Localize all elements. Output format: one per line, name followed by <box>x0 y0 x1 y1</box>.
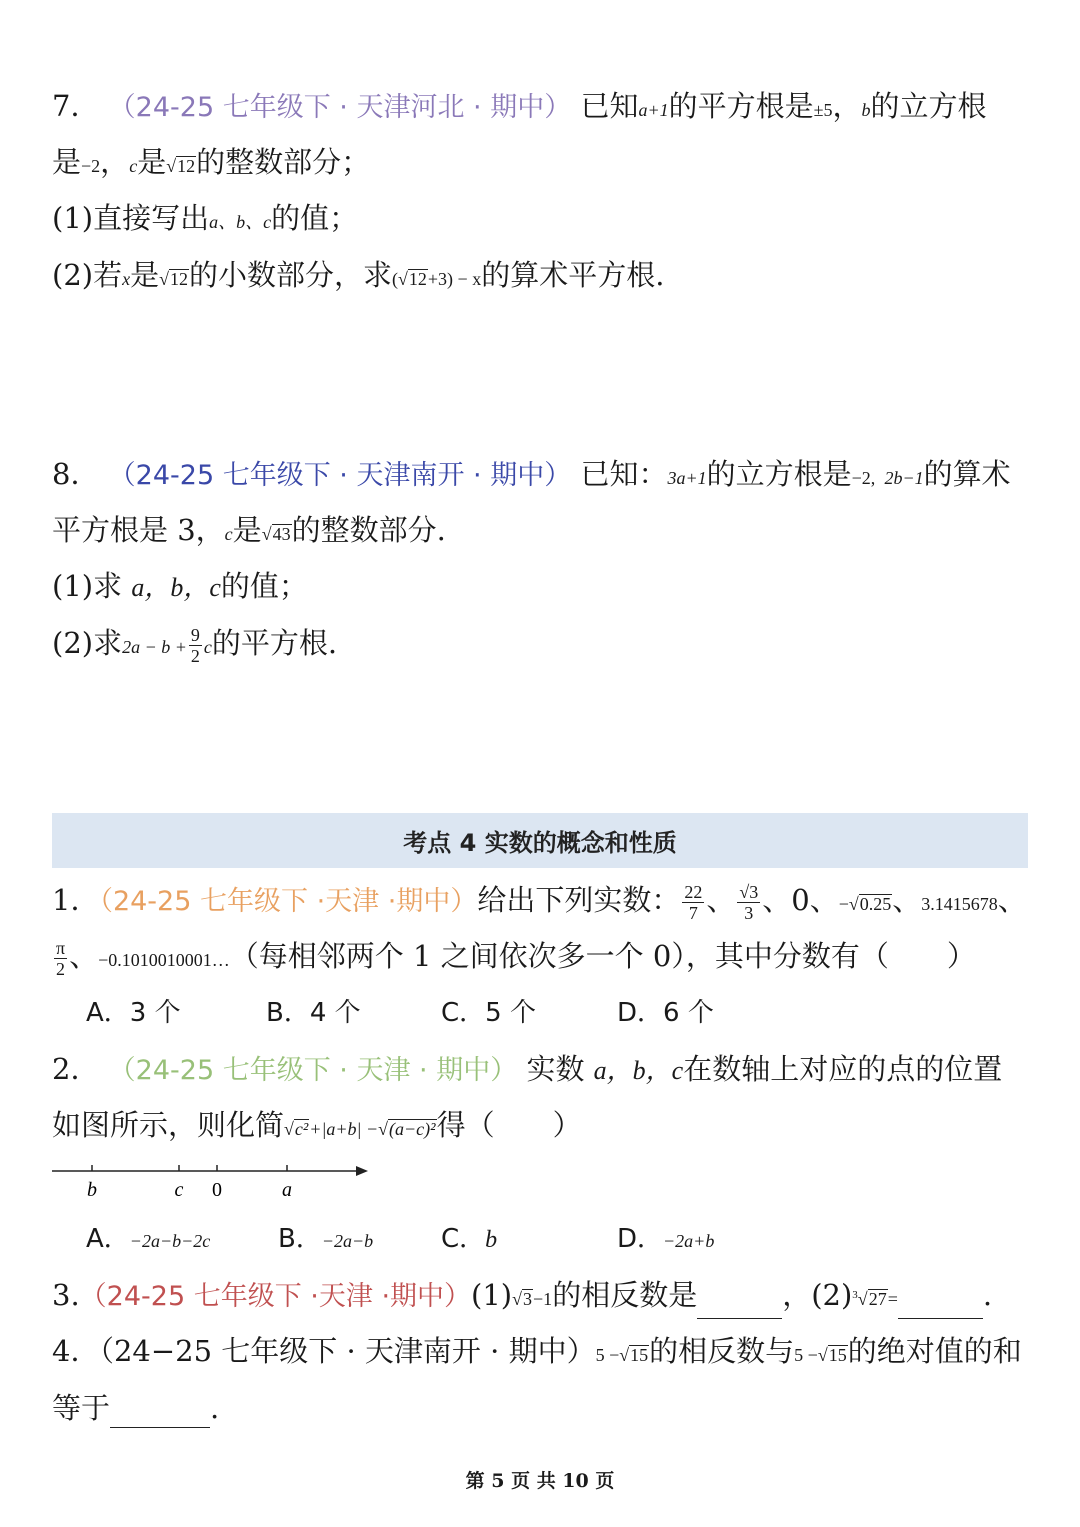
text: ， <box>100 145 130 179</box>
math-expr: ±5 <box>813 100 833 120</box>
math-expr: 2a − b + <box>122 637 187 657</box>
sqrt-expr: √12 <box>166 156 196 176</box>
sqrt-expr: √15 <box>817 1345 847 1365</box>
axis-label-a: a <box>282 1179 292 1201</box>
s1-option-d[interactable]: D．6 个 <box>617 998 714 1028</box>
text: (1)求 <box>52 569 123 603</box>
numerator: 22 <box>684 881 703 902</box>
math-var: x <box>122 269 131 289</box>
text: 已知 <box>580 89 639 123</box>
s2-option-d[interactable] <box>617 1222 714 1258</box>
text: 的整数部分； <box>196 145 371 179</box>
text: 的相反数是 <box>552 1278 698 1312</box>
text: 等于 <box>52 1391 111 1425</box>
axis-label-c: c <box>174 1179 184 1201</box>
answer-blank[interactable] <box>110 1399 210 1428</box>
question-number: 2． <box>52 1052 100 1086</box>
radicand: 27 <box>868 1289 887 1309</box>
s4-line-2 <box>52 1388 219 1428</box>
radicand: c² <box>294 1119 309 1139</box>
text: 已知： <box>580 457 668 491</box>
q8-line-2 <box>52 510 446 554</box>
text: 在数轴上对应的点的位置 <box>683 1052 1003 1086</box>
separator: 、 <box>892 883 922 917</box>
fraction <box>737 882 760 923</box>
text: 的算术 <box>923 457 1011 491</box>
sqrt-expr: √15 <box>619 1345 649 1365</box>
q8-part-2 <box>52 623 337 667</box>
radicand: 12 <box>177 156 196 176</box>
text: 的小数部分，求 <box>189 258 393 292</box>
option-label: D． <box>617 1224 664 1254</box>
text: 的整数部分. <box>291 513 446 547</box>
q7-line-2 <box>52 142 370 186</box>
s2-line-2 <box>52 1105 582 1149</box>
math-vars: a，b，c <box>593 1056 684 1085</box>
number-line <box>52 1158 382 1208</box>
numerator: √3 <box>739 881 759 902</box>
separator: 、 <box>809 883 839 917</box>
separator: 、 <box>762 883 792 917</box>
sqrt-expr: √12 <box>159 269 188 289</box>
math-expr: −2, <box>851 468 876 488</box>
text: 的值； <box>220 569 308 603</box>
fraction <box>189 625 202 666</box>
math-expr: 5 − <box>794 1345 818 1365</box>
q7-part-1 <box>52 198 358 242</box>
sqrt-expr: √43 <box>261 524 291 544</box>
text: ，(2) <box>782 1278 853 1312</box>
text: 的立方根是 <box>706 457 852 491</box>
question-source: （24-25 七年级下 ·天津 ·期中） <box>79 1281 472 1312</box>
math-expr: 3.1415678 <box>921 894 998 914</box>
math-expr: −0.1010010001… <box>98 950 230 970</box>
numerator: 9 <box>190 624 200 645</box>
text: 的立方根 <box>870 89 987 123</box>
sqrt-expr: √c² <box>284 1119 309 1139</box>
option-value: −2a+b <box>663 1231 715 1251</box>
option-label: C． <box>441 1224 486 1254</box>
math-expr: 5 − <box>595 1345 620 1365</box>
text: 平方根是 3， <box>52 513 225 547</box>
sqrt-expr: √0.25 <box>848 894 892 914</box>
radicand: 12 <box>170 269 188 289</box>
s3-line <box>52 1275 992 1319</box>
text: 如图所示，则化简 <box>52 1108 285 1142</box>
s1-option-a[interactable]: A．3 个 <box>86 998 181 1028</box>
text: (1)直接写出 <box>52 201 210 235</box>
math-expr: ( <box>392 269 399 289</box>
radicand: 15 <box>828 1345 847 1365</box>
math-expr: −2 <box>81 156 101 176</box>
math-vars: a、b、c <box>209 212 272 232</box>
text: 是 <box>52 145 82 179</box>
q8-part-1 <box>52 566 308 608</box>
radicand: 43 <box>272 524 291 544</box>
page-number: 第 5 页 共 10 页 <box>465 1470 615 1492</box>
separator: 、 <box>69 939 99 973</box>
number: 0 <box>791 883 810 917</box>
q7-line-1 <box>52 86 987 130</box>
denominator: 3 <box>744 902 754 923</box>
section-header <box>52 813 1028 868</box>
radicand: 12 <box>408 269 427 289</box>
text: (2)若 <box>52 258 123 292</box>
s1-line-2 <box>52 936 976 980</box>
text: 的平方根是 <box>668 89 814 123</box>
text: 是 <box>137 145 167 179</box>
s2-line-1 <box>52 1049 1002 1091</box>
denominator: 2 <box>56 958 66 979</box>
s1-option-c[interactable]: C．5 个 <box>441 998 536 1028</box>
option-value: b <box>485 1227 498 1253</box>
axis-label-b: b <box>87 1179 97 1201</box>
page-footer <box>0 1466 1080 1493</box>
s1-option-b[interactable]: B．4 个 <box>266 998 361 1028</box>
math-expr: +|a+b| − <box>309 1119 379 1139</box>
math-expr: −1 <box>533 1289 553 1309</box>
math-vars: a，b，c <box>131 573 221 602</box>
separator: 、 <box>706 883 736 917</box>
math-expr: 2b−1 <box>884 468 924 488</box>
text: (1) <box>471 1278 513 1312</box>
text: 是 <box>130 258 160 292</box>
section-title: 考点 4 实数的概念和性质 <box>403 829 677 857</box>
denominator: 7 <box>688 902 698 923</box>
text: （每相邻两个 1 之间依次多一个 0），其中分数有（ ） <box>229 939 976 973</box>
math-var: c <box>203 637 212 657</box>
question-source: （24-25 七年级下 · 天津 · 期中） <box>108 1055 518 1086</box>
math-var: c <box>224 524 233 544</box>
math-var: c <box>129 156 138 176</box>
radicand: (a−c)² <box>389 1119 436 1139</box>
numerator: π <box>56 937 66 958</box>
text: 的值； <box>271 201 359 235</box>
radicand: 15 <box>630 1345 649 1365</box>
math-expr: +3) − x <box>427 269 482 289</box>
math-expr: 3a+1 <box>667 468 707 488</box>
s2-option-b[interactable] <box>278 1222 373 1258</box>
sqrt-expr: √3 <box>512 1289 533 1309</box>
q7-part-2 <box>52 255 664 299</box>
question-source: （24−25 七年级下 · 天津南开 · 期中） <box>99 1334 596 1368</box>
math-expr: − <box>838 894 849 914</box>
text: . <box>210 1391 220 1425</box>
question-number: 1． <box>52 883 100 917</box>
answer-blank[interactable] <box>697 1290 782 1319</box>
question-source: （24-25 七年级下 · 天津南开 · 期中） <box>108 460 572 491</box>
s2-option-a[interactable] <box>86 1222 210 1258</box>
math-expr: a+1 <box>638 100 669 120</box>
math-var: b <box>861 100 871 120</box>
text: ， <box>832 89 862 123</box>
separator: 、 <box>997 883 1027 917</box>
axis-label-zero: 0 <box>212 1179 222 1201</box>
math-expr: = <box>887 1289 898 1309</box>
question-source: （24-25 七年级下 · 天津河北 · 期中） <box>108 92 572 123</box>
s2-option-c[interactable] <box>441 1222 497 1257</box>
text: 实数 <box>526 1052 585 1086</box>
sqrt-expr: √12 <box>398 269 427 289</box>
root-index: 3 <box>852 1289 858 1301</box>
question-number: 8． <box>52 457 100 491</box>
option-value: −2a−b <box>321 1231 374 1251</box>
cbrt-expr: $^3$√27 <box>852 1289 887 1309</box>
sqrt-expr: √(a−c)² <box>378 1119 436 1139</box>
fraction <box>54 938 67 979</box>
text: 的平方根. <box>211 626 338 660</box>
text: 得（ ） <box>436 1108 582 1142</box>
fraction <box>682 882 704 923</box>
question-source: （24-25 七年级下 ·天津 ·期中） <box>99 886 478 917</box>
s4-line-1 <box>52 1331 1022 1375</box>
radicand: 3 <box>523 1289 533 1309</box>
text: . <box>982 1278 993 1312</box>
answer-blank[interactable] <box>898 1290 983 1319</box>
question-number: 4． <box>52 1334 100 1368</box>
text: 的绝对值的和 <box>847 1334 1022 1368</box>
option-label: B． <box>278 1224 322 1254</box>
radicand: 0.25 <box>859 894 892 914</box>
option-label: A． <box>86 1224 130 1254</box>
question-number: 3. <box>52 1278 80 1312</box>
text: 的相反数与 <box>649 1334 795 1368</box>
text: 的算术平方根. <box>481 258 665 292</box>
option-value: −2a−b−2c <box>129 1231 211 1251</box>
q8-line-1 <box>52 454 1011 498</box>
text: 是 <box>232 513 262 547</box>
text: 给出下列实数： <box>477 883 681 917</box>
question-number: 7． <box>52 89 100 123</box>
text: (2)求 <box>52 626 123 660</box>
denominator: 2 <box>190 645 200 666</box>
s1-line-1 <box>52 880 1027 924</box>
